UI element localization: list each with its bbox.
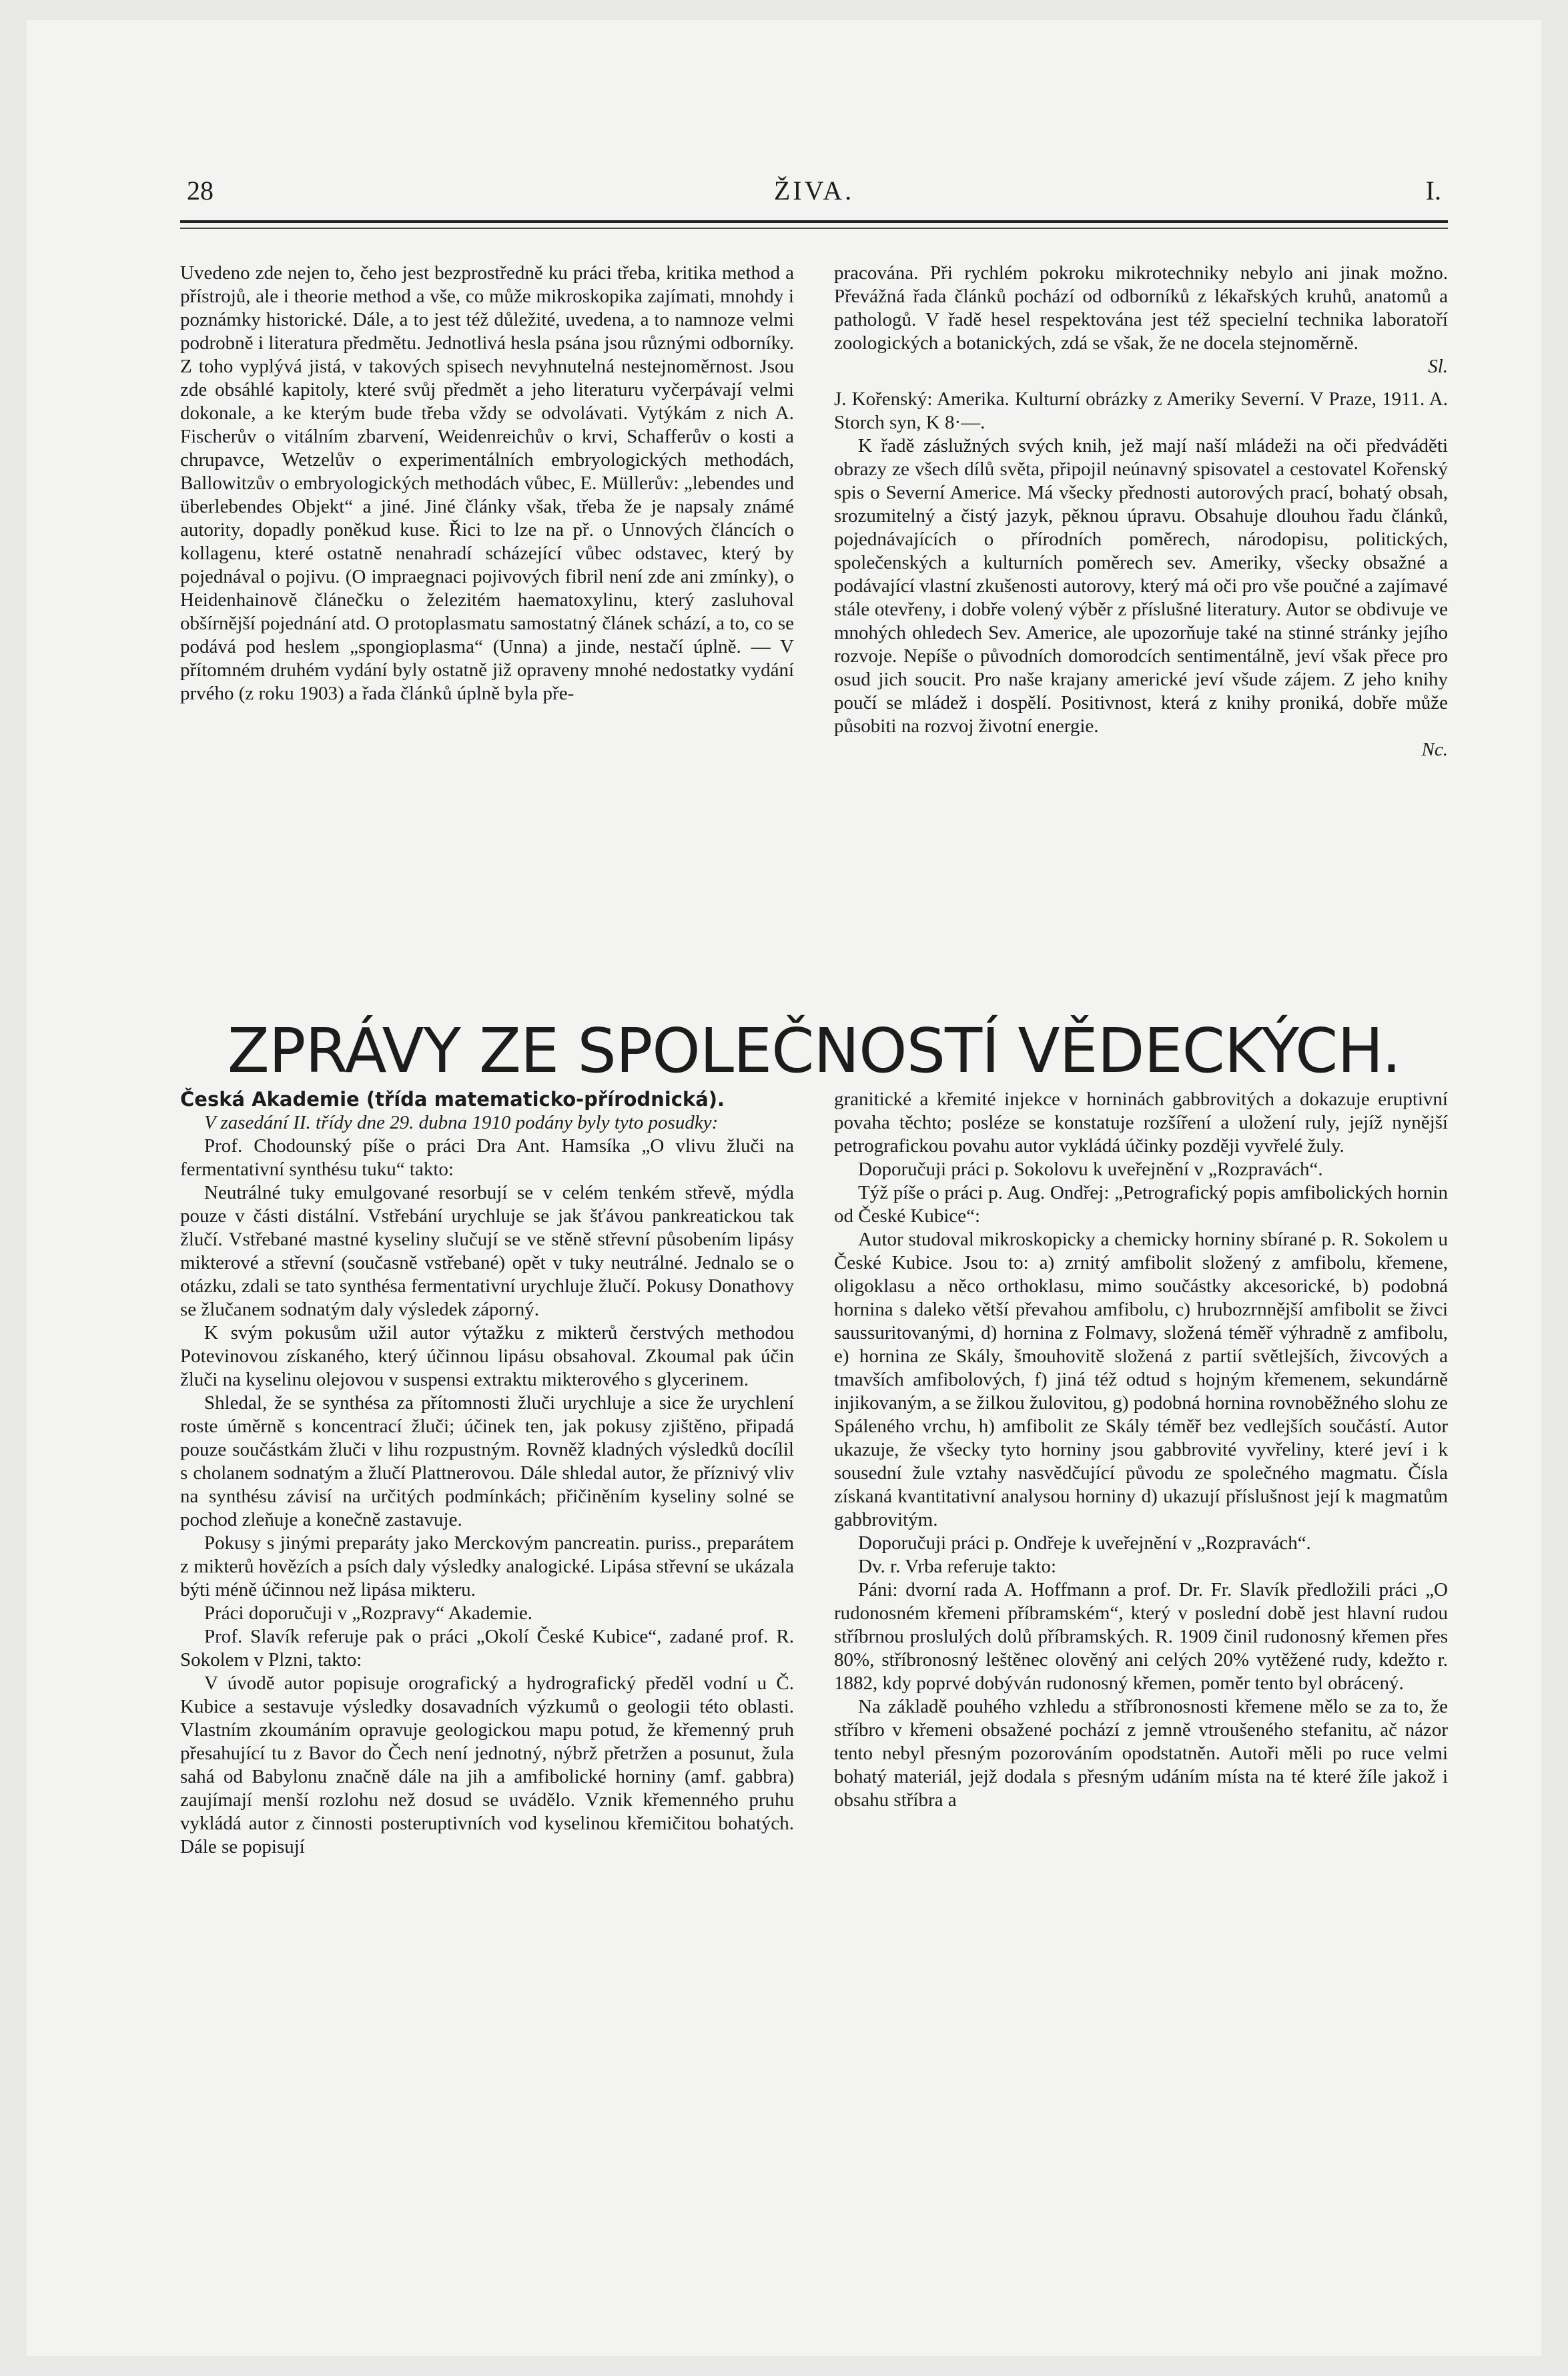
report-paragraph: Pokusy s jinými preparáty jako Merckovým pancreatin. puriss., preparátem z mikterů hovězích a psích daly výsledky analogické. Lipása střevní se ukázala býti méně účinnou než lipása mikteru. (180, 1532, 794, 1600)
review-microscopy-column (180, 262, 794, 705)
report-paragraph: Doporučuji práci p. Sokolovu k uveřejnění v „Rozpravách“. (858, 1159, 1323, 1180)
book-citation: J. Kořenský: Amerika. Kulturní obrázky z Ameriky Severní. V Praze, 1911. A. Storch syn, K 8·—. (834, 388, 1448, 433)
report-paragraph: Autor studoval mikroskopicky a chemicky horniny sbírané p. R. Sokolem u České Kubice. Jsou to: a) zrnitý amfibolit složený z amfibolu, křemene, oligoklasu a něco orthoklasu, mimo součástky akcesorické, b) podobná hornina s daleko větší převahou amfibolu, c) hrubozrnnější amfibolit se živci saussuritovanými, d) hornina z Folmavy, složená téměř výhradně z amfibolu, e) hornina ze Skály, šmouhovitě složená z partií světlejších, živcových a tmavších amfibolových, f) jiná též odtud s hojným křemenem, sekundárně injikovaným, a se žilkou žulovitou, g) podobná hornina rovnoběžného slohu ze Spáleného vrchu, h) amfibolit ze Skály téměř bez vedlejších součástí. Autor ukazuje, že všecky tyto horniny jsou gabbrovité vyvřeliny, které jeví i k sousední žule vztahy nasvědčující původu ze společného magmatu. Čísla získaná kvantitativní analysou horniny d) ukazují příslušnost její k magmatům gabbrovitým. (834, 1229, 1448, 1530)
reviews-right-column (834, 262, 1448, 762)
header-rule-thick (180, 220, 1448, 223)
section-title: ZPRÁVY ZE SPOLEČNOSTÍ VĚDECKÝCH. (227, 1015, 1401, 1087)
report-paragraph: Prof. Slavík referuje pak o práci „Okolí České Kubice“, zadané prof. R. Sokolem v Plzni, takto: (180, 1626, 794, 1671)
journal-title: ŽIVA. (773, 176, 855, 206)
report-paragraph: Práci doporučuji v „Rozpravy“ Akademie. (204, 1602, 533, 1624)
report-paragraph: K svým pokusům užil autor výtažku z mikterů čerstvých methodou Potevinovou získaného, který účinnou lipásu obsahoval. Zkoumal pak účin žluči na kyselinu olejovou v suspensi extraktu mikterového s glycerinem. (180, 1322, 794, 1390)
report-paragraph: Dv. r. Vrba referuje takto: (858, 1556, 1057, 1577)
page-header (187, 175, 1441, 222)
academy-heading: Česká Akademie (třída matematicko-přírodnická). (180, 1088, 725, 1111)
report-paragraph: granitické a křemité injekce v horninách gabbrovitých a dokazuje eruptivní povaha těchto; posléze se konstatuje rozšíření a uložení ruly, jejíž nynější petrografickou povahu autor vykládá účinky později vyvřelé žuly. (834, 1089, 1448, 1157)
review-paragraph: pracována. Při rychlém pokroku mikrotechniky nebylo ani jinak možno. Převážná řada článků pochází od odborníků z lékařských kruhů, anatomů a pathologů. V řadě hesel respektována jest též specielní technika laboratoří zoologických a botanických, zdá se však, že ne docela stejnoměrně. (834, 262, 1448, 354)
header-rule-thin (180, 228, 1448, 229)
review-paragraph: Uvedeno zde nejen to, čeho jest bezprostředně ku práci třeba, kritika method a přístrojů, ale i theorie method a vše, co může mikroskopika zajímati, mnohdy i poznámky historické. Dále, a to jest též důležité, uvedena, a to namnoze velmi podrobně i literatura předmětu. Jednotlivá hesla psána jsou různými odborníky. Z toho vyplývá jistá, v takových spisech nevyhnutelná nestejnoměrnost. Jsou zde obsáhlé kapitoly, které svůj předmět a jeho literaturu vyčerpávají velmi dokonale, a ke kterým bude třeba vždy se odvolávati. Vytýkám z nich A. Fischerův o vitálním zbarvení, Weidenreichův o krvi, Schafferův o kosti a chrupavce, Wetzelův o experimentálních embryologických methodách, Ballowitzův o embryologických methodách vůbec, E. Müllerův: „lebendes und überlebendes Objekt“ a jiné. Jiné články však, třeba že je napsaly známé autority, dopadly poněkud kuse. Řici to lze na př. o Unnových článcích o kollagenu, které ostatně nenahradí scházející vůbec odstavec, který by pojednával o pojivu. (O impraegnaci pojivových fibril není zde ani zmínky), o Heidenhainově článečku o železitém haematoxylinu, který zasluhoval obšírnější pojednání atd. O protoplasmatu samostatný článek schází, a to, co se podává pod heslem „spongioplasma“ (Unna) a jinde, nestačí úplně. — V přítomném druhém vydání byly ostatně již opraveny mnohé nedostatky vydání prvého (z roku 1903) a řada článků úplně byla pře- (180, 262, 794, 704)
page-number: 28 (187, 176, 214, 206)
report-paragraph: V úvodě autor popisuje orografický a hydrografický předěl vodní u Č. Kubice a sestavuje výsledky dosavadních výzkumů o geologii této oblasti. Vlastním zkoumáním opravuje geologickou mapu potud, že křemenný pruh přesahující tu z Bavor do Čech není jednotný, nýbrž přetržen a posunut, žula sahá od Babylonu značně dále na jih a amfibolické horniny (amf. gabbra) zaujímají menší rozlohu než dosud se uvádělo. Vznik křemenného pruhu vykládá autor z činnosti posteruptivních vod kyselinou křemičitou bohatých. Dále se popisují (180, 1673, 794, 1857)
reports-left-column (180, 1088, 794, 1859)
review-signature: Sl. (1428, 356, 1448, 377)
report-paragraph: Páni: dvorní rada A. Hoffmann a prof. Dr. Fr. Slavík předložili práci „O rudonosném křemeni příbramském“, který v poslední době jest hlavní rudou stříbrnou proslulých dolů příbramských. R. 1909 činil rudonosný křemen přes 80%, stříbronosný leštěnec olověný ani celých 20% vytěžené rudy, kdežto r. 1882, kdy poprvé dobýván rudonosný křemen, poměr tento byl obrácený. (834, 1579, 1448, 1694)
volume-number: I. (1425, 176, 1441, 206)
report-paragraph: Shledal, že se synthésa za přítomnosti žluči urychluje a sice že urychlení roste úměrně s koncentrací žluči; účinek ten, jak pokusy zjištěno, připadá pouze součástkám žluči v lihu rozpustným. Rovněž kladných výsledků docílil s cholanem sodnatým a žlučí Plattnerovou. Dále shledal autor, že příznivý vliv na synthésu závisí na určitých podmínkách; přičiněním kyseliny solné se pochod zleňuje a konečně zastavuje. (180, 1392, 794, 1530)
review-signature: Nc. (1421, 739, 1448, 760)
review-paragraph: K řadě záslužných svých knih, jež mají naší mládeži na oči předváděti obrazy ze všech dílů světa, připojil neúnavný spisovatel a cestovatel Kořenský spis o Severní Americe. Má všecky přednosti autorových prací, bohatý obsah, srozumitelný a čistý jazyk, pěknou úpravu. Obsahuje dlouhou řadu článků, pojednávajících o přírodních poměrech, národopisu, politických, společenských a kulturních poměrech sev. Ameriky, všecky obsažné a podávající vlastní zkušenosti autorovy, který má oči pro vše poučné a zajímavé stále otevřeny, i dobře volený výběr z příslušné literatury. Autor se obdivuje ve mnohých ohledech Sev. Americe, ale upozorňuje také na stinné stránky jejího rozvoje. Nepíše o původních domorodcích sentimentálně, jeví však přece pro osud jich soucit. Pro naše krajany americké jeví všude zájem. Z jeho knihy poučí se mládež i dospělí. Positivnost, která z knihy proniká, dobře může působiti na rozvoj životní energie. (834, 435, 1448, 737)
report-paragraph: Neutrálné tuky emulgované resorbují se v celém tenkém střevě, mýdla pouze v části distální. Vstřebání urychluje se jak šťávou pankreatickou tak žlučí. Vstřebané mastné kyseliny slučují se ve stěně střevní působením lipásy mikterové a střevní (současně vstřebané) opět v tuky neutrálné. Jednalo se o otázku, zdali se tato synthésa fermentativní urychluje žlučí. Pokusy Donathovy se žlučanem sodnatým daly výsledek záporný. (180, 1182, 794, 1320)
session-line: V zasedání II. třídy dne 29. dubna 1910 podány byly tyto posudky: (204, 1112, 719, 1133)
report-paragraph: Na základě pouhého vzhledu a stříbronosnosti křemene mělo se za to, že stříbro v křemeni obsažené pochází z jemně vtroušeného stefanitu, ač názor tento nebyl přesným pozorováním opodstatněn. Autoři měli po ruce velmi bohatý materiál, jejž dodala s přesným udáním místa na té které žíle jakož i obsahu stříbra a (834, 1696, 1448, 1811)
reports-right-column (834, 1088, 1448, 1812)
report-paragraph: Doporučuji práci p. Ondřeje k uveřejnění v „Rozpravách“. (858, 1532, 1311, 1554)
report-paragraph: Týž píše o práci p. Aug. Ondřej: „Petrografický popis amfibolických hornin od České Kubice“: (834, 1182, 1448, 1227)
report-paragraph: Prof. Chodounský píše o práci Dra Ant. Hamsíka „O vlivu žluči na fermentativní synthésu tuku“ takto: (180, 1135, 794, 1180)
